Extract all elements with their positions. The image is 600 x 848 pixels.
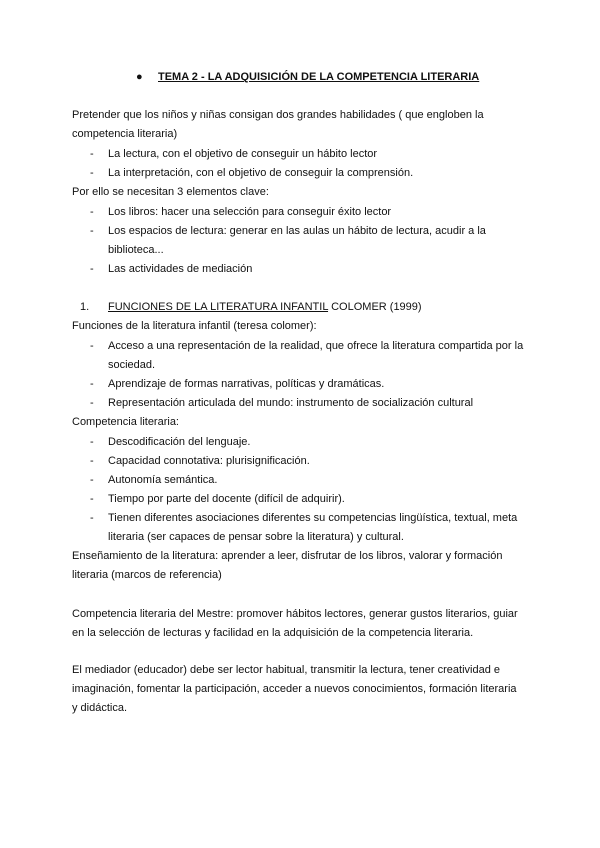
title-bullet: ●: [136, 71, 143, 83]
title-text: TEMA 2 - LA ADQUISICIÓN DE LA COMPETENCIA LITERARIA: [158, 71, 480, 83]
list-item: Acceso a una representación de la realidad, que ofrece la literatura compartida por la: [108, 340, 524, 352]
list-item: Tiempo por parte del docente (difícil de adquirir).: [108, 493, 345, 505]
list-dash: -: [90, 263, 94, 275]
list-dash: -: [90, 512, 94, 524]
list-dash: -: [90, 206, 94, 218]
document-title: [136, 69, 479, 85]
section-title-underlined: FUNCIONES DE LA LITERATURA INFANTIL: [108, 301, 329, 313]
list-item: Representación articulada del mundo: instrumento de socialización cultural: [108, 397, 474, 409]
list-dash: -: [90, 455, 94, 467]
list-dash: -: [90, 493, 94, 505]
list-item-continuation: literaria (ser capaces de pensar sobre la literatura) y cultural.: [108, 531, 404, 543]
mestre-line-1: Competencia literaria del Mestre: promover hábitos lectores, generar gustos literarios, guiar: [72, 608, 518, 620]
list-item: Las actividades de mediación: [108, 263, 253, 275]
list-dash: -: [90, 225, 94, 237]
list-item: Tienen diferentes asociaciones diferentes su competencias lingüística, textual, meta: [108, 512, 518, 524]
list-item: Autonomía semántica.: [108, 474, 218, 486]
teaching-line-1: Enseñamiento de la literatura: aprender a leer, disfrutar de los libros, valorar y formación: [72, 550, 503, 562]
list-dash: -: [90, 474, 94, 486]
intro-line-1: Pretender que los niños y niñas consigan dos grandes habilidades ( que engloben la: [72, 109, 484, 121]
list-dash: -: [90, 397, 94, 409]
intro-line-2: competencia literaria): [72, 128, 178, 140]
elements-heading: Por ello se necesitan 3 elementos clave:: [72, 186, 269, 198]
list-item: La lectura, con el objetivo de conseguir un hábito lector: [108, 148, 378, 160]
list-item: Descodificación del lenguaje.: [108, 436, 251, 448]
list-item: Los espacios de lectura: generar en las aulas un hábito de lectura, acudir a la: [108, 225, 486, 237]
competence-heading: Competencia literaria:: [72, 416, 179, 428]
mediador-line-1: El mediador (educador) debe ser lector habitual, transmitir la lectura, tener creatividad e: [72, 664, 500, 676]
list-dash: -: [90, 148, 94, 160]
list-dash: -: [90, 378, 94, 390]
mestre-line-2: en la selección de lecturas y facilidad en la adquisición de la competencia literaria.: [72, 627, 474, 639]
mediador-line-3: y didáctica.: [72, 702, 128, 714]
list-dash: -: [90, 340, 94, 352]
list-item: La interpretación, con el objetivo de conseguir la comprensión.: [108, 167, 414, 179]
list-dash: -: [90, 167, 94, 179]
teaching-line-2: literaria (marcos de referencia): [72, 569, 222, 581]
list-dash: -: [90, 436, 94, 448]
list-item-continuation: sociedad.: [108, 359, 156, 371]
list-item: Aprendizaje de formas narrativas, políticas y dramáticas.: [108, 378, 385, 390]
list-item: Los libros: hacer una selección para conseguir éxito lector: [108, 206, 392, 218]
functions-subtitle: Funciones de la literatura infantil (teresa colomer):: [72, 320, 317, 332]
list-item: Capacidad connotativa: plurisignificación.: [108, 455, 310, 467]
list-item-continuation: biblioteca...: [108, 244, 164, 256]
section-number: 1.: [80, 301, 90, 313]
section-title: [108, 298, 533, 317]
mediador-line-2: imaginación, fomentar la participación, acceder a nuevos conocimientos, formación literaria: [72, 683, 517, 695]
section-title-rest: COLOMER (1999): [328, 301, 422, 313]
